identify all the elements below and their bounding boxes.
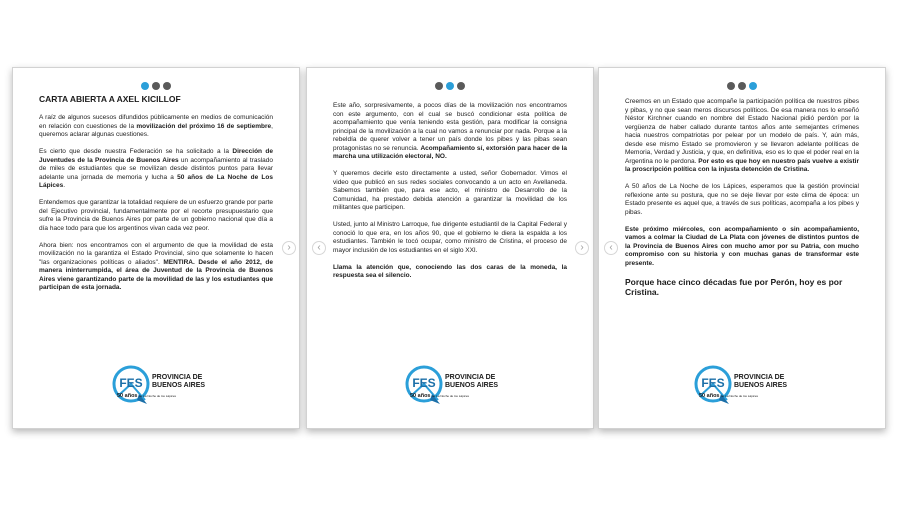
fes-logo [404,364,500,410]
fes-logo-icon [111,364,153,406]
letter-page-3 [598,67,886,429]
pagination-dot-active [749,82,757,90]
letter-body [625,98,859,298]
pagination-dot [738,82,746,90]
paragraph: Este año, sorpresivamente, a pocos días de la movilización nos encontramos con este argumento, con el cual se buscó condicionar esta política de acompañamiento que venía teniendo esta gestión, para modificar la consigna principal de la movilización a la cual no vamos a renunciar por nada. Porque a la rebeldía de querer volver a tener un país donde los pibes y las pibas sean protagonistas no se renuncia. Acompañamiento sí, extorsión para hacer de la marcha una utilización electoral, NO. [333,102,568,160]
logo-anniversary: 50 años de La Noche de los Lápices [699,393,759,399]
pagination-dots [307,82,593,90]
fes-logo-icon [404,364,446,406]
pagination-dot-active [446,82,454,90]
pagination-dot [457,82,465,90]
pagination-dots [599,82,885,90]
paragraph: Y queremos decirle esto directamente a usted, señor Gobernador. Vimos el video que publicó en sus redes sociales convocando a un acto en Avellaneda. Sabemos también que, para ese acto, el ministro de Desarrollo de la Comunidad, ha prestado debida atención a garantizar la movilidad de los militantes que participen. [333,170,567,211]
letter-page-1 [12,67,300,429]
svg-text:FES: FES [412,376,436,390]
paragraph: Es cierto que desde nuestra Federación se ha solicitado a la Dirección de Juventudes de la Provincia de Buenos Aires un acompañamiento al traslado de miles de estudiantes que se movilizan desde distintos puntos para llevar adelante una jornada de memoria y lucha a 50 años de La Noche de Los Lápices. [39,148,274,189]
fes-logo [693,364,789,410]
letter-body [333,102,567,289]
paragraph: Creemos en un Estado que acompañe la participación política de nuestros pibes y pibas, y no que sean meros discursos políticos. De esa manera nos lo enseñó Néstor Kirchner cuando en nombre del Estado Nacional pidió perdón por la vergüenza de haber callado durante tantos años ante semejantes crímenes hacia nuestros compatriotas por pelear por un modelo de país. Y, aún más, desde ese mismo Estado se promovieron y se llevaron adelante políticas de Memoria, Verdad y Justicia, y que, en definitiva, eso es lo que el poder real en la Argentina no le perdona. Por esto es que hoy en nuestro país vuelve a existir la proscripción política con la injusta detención de Cristina. [625,98,860,173]
svg-text:FES: FES [119,376,143,390]
letter-body [39,94,273,301]
logo-anniversary: 50 años de La Noche de los Lápices [410,393,470,399]
pagination-dot [727,82,735,90]
letter-title: CARTA ABIERTA A AXEL KICILLOF [39,94,181,104]
paragraph: A raíz de algunos sucesos difundidos públicamente en medios de comunicación en relación con cuestiones de la movilización del próximo 16 de septiembre, queremos aclarar algunas cuestiones. [39,114,273,138]
paragraph: Usted, junto al Ministro Larroque, fue dirigente estudiantil de la Capital Federal y conoció lo que era, en los años 90, que el gobierno le diera la espalda a los estudiantes. También le tocó ocupar, como ministro de Cristina, el proceso de mayor inclusión de los estudiantes en el siglo XXI. [333,221,567,254]
chevron-right-icon[interactable]: › [575,241,589,255]
logo-anniversary: 50 años de La Noche de los Lápices [117,393,177,399]
letter-page-2 [306,67,594,429]
paragraph: A 50 años de La Noche de los Lápices, esperamos que la gestión provincial reflexione ante su postura, que no se deje llevar por este clima de época: un Estado presente es aquel que, a través de sus políticas, acompaña a los pibes y pibas. [625,183,859,216]
paragraph: Este próximo miércoles, con acompañamiento o sin acompañamiento, vamos a colmar la Ciudad de La Plata con jóvenes de distintos puntos de la Provincia de Buenos Aires con mucho amor por su Patria, con mucho compromiso con su historia y con muchas ganas de transformar este presente. [625,225,859,267]
closing-statement: Porque hace cinco décadas fue por Perón, hoy es por Cristina. [625,276,843,297]
chevron-right-icon[interactable]: › [282,241,296,255]
pagination-dot [163,82,171,90]
pagination-dot [435,82,443,90]
pagination-dots [13,82,299,90]
paragraph: Ahora bien: nos encontramos con el argumento de que la movilidad de esta movilización no la garantiza el Estado Provincial, sino que solamente lo hacen "las organizaciones políticas o aliados". MENTIRA. Desde el año 2012, de manera ininterrumpida, el área de Juventud de la Provincia de Buenos Aires viene garantizando parte de la movilidad de las y los estudiantes que participan de esta jornada. [39,241,273,291]
logo-wordmark: PROVINCIA DE BUENOS AIRES [445,374,499,389]
fes-logo [111,364,207,410]
paragraph: Entendemos que garantizar la totalidad requiere de un esfuerzo grande por parte del Ejecutivo provincial, fundamentalmente por el recorte presupuestario que sufre la Provincia de Buenos Aires por parte de un gobierno nacional que día a día hace todo para que los argentinos vivan cada vez peor. [39,199,273,232]
fes-logo-icon [693,364,735,406]
chevron-left-icon[interactable]: ‹ [312,241,326,255]
logo-wordmark: PROVINCIA DE BUENOS AIRES [152,374,206,389]
chevron-left-icon[interactable]: ‹ [604,241,618,255]
pagination-dot-active [141,82,149,90]
logo-wordmark: PROVINCIA DE BUENOS AIRES [734,374,788,389]
paragraph: Llama la atención que, conociendo las dos caras de la moneda, la respuesta sea el silencio. [333,263,567,279]
pagination-dot [152,82,160,90]
svg-text:FES: FES [701,376,725,390]
